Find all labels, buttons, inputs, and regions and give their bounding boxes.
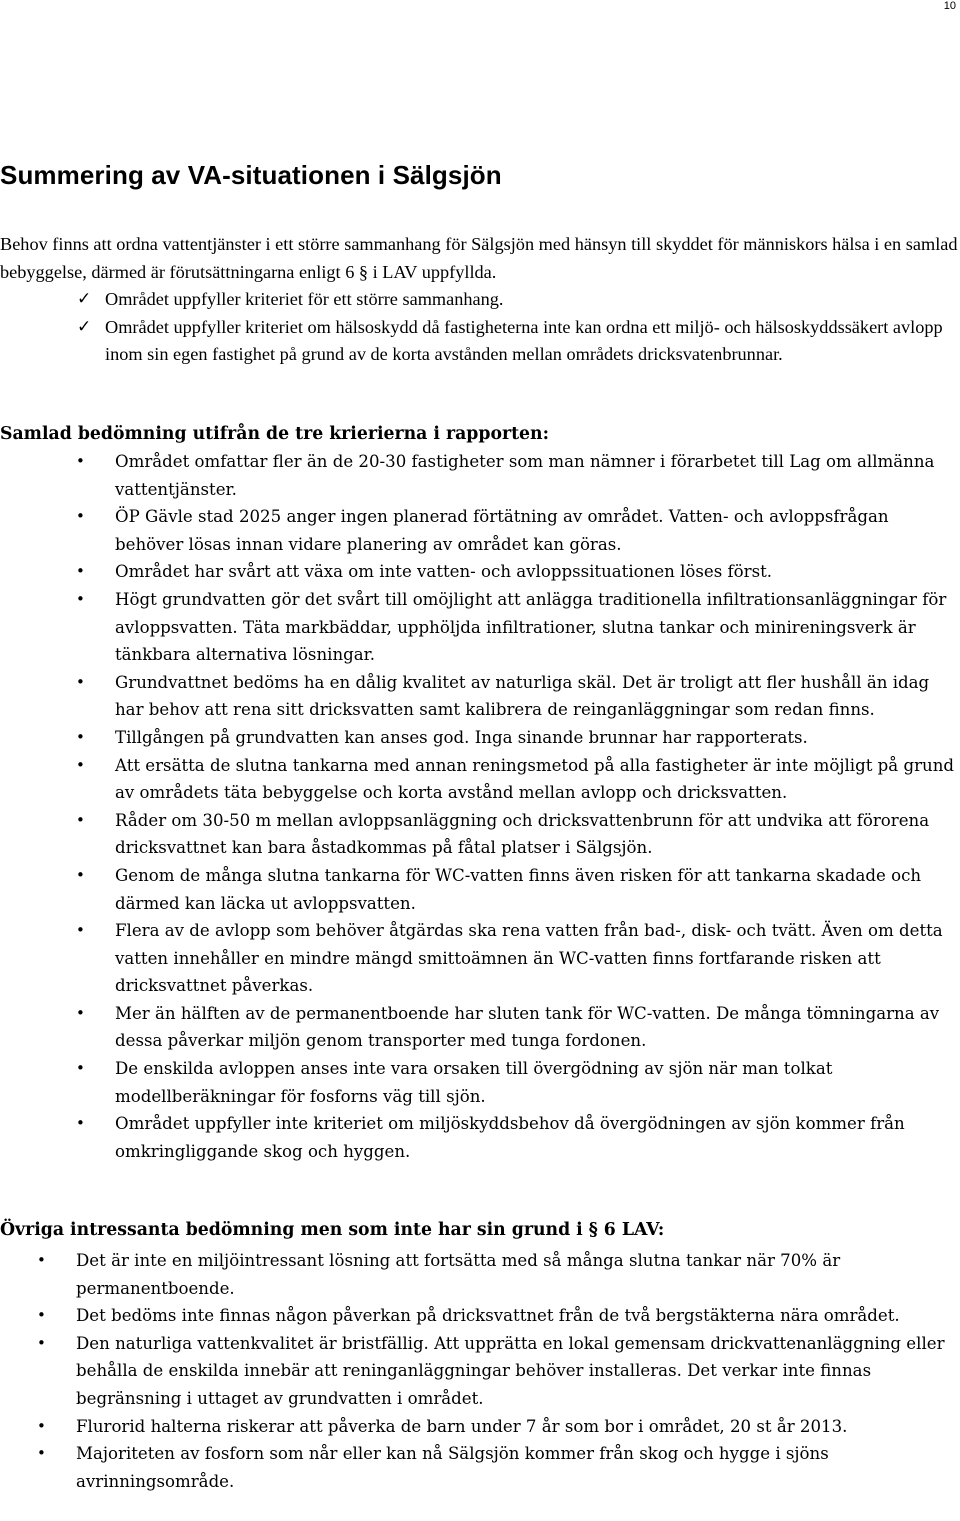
page-title: Summering av VA-situationen i Sälgsjön <box>0 160 502 190</box>
bullet-icon: • <box>76 452 85 470</box>
list-item <box>0 1055 958 1110</box>
check-item-text: Området uppfyller kriteriet för ett större sammanhang. <box>105 289 504 309</box>
list-item <box>0 917 958 1000</box>
list-item-text: De enskilda avloppen anses inte vara orsaken till övergödning av sjön när man tolkat modellberäkningar för fosforns väg till sjön. <box>115 1059 833 1106</box>
list-item-text: Det bedöms inte finnas någon påverkan på dricksvattnet från de två bergstäkterna nära området. <box>76 1306 900 1326</box>
bullet-icon: • <box>76 672 85 691</box>
list-item-text: Det är inte en miljöintressant lösning att fortsätta med så många slutna tankar när 70% är permanentboende. <box>76 1251 841 1298</box>
list-item-text: Högt grundvatten gör det svårt till omöjlight att anlägga traditionella infiltrationsanläggningar för avloppsvatten. Täta markbäddar, upphöljda infiltrationer, slutna tankar och minireningsverk är tänkbara alternativa lösningar. <box>115 589 947 665</box>
list-item <box>0 752 958 807</box>
check-item <box>0 314 958 369</box>
list-item <box>0 1000 958 1055</box>
list-item <box>0 724 958 752</box>
page-number: 10 <box>943 0 956 12</box>
bullet-icon: • <box>37 1333 46 1352</box>
bullet-icon: • <box>76 921 85 940</box>
bullet-icon: • <box>37 1416 46 1435</box>
list-item <box>0 1247 958 1302</box>
list-item-text: Området uppfyller inte kriteriet om miljöskyddsbehov då övergödningen av sjön kommer från omkringliggande skog och hyggen. <box>115 1114 905 1161</box>
bullet-icon: • <box>76 727 85 746</box>
list-item <box>0 862 958 917</box>
list-item-text: Området har svårt att växa om inte vatten- och avloppssituationen löses först. <box>115 562 773 582</box>
list-item <box>0 586 958 669</box>
bullet-icon: • <box>76 589 85 608</box>
list-item-text: Området omfattar fler än de 20-30 fastigheter som man nämner i förarbetet till Lag om allmänna vattentjänster. <box>115 452 935 499</box>
bullet-icon: • <box>76 1003 85 1022</box>
check-icon: ✓ <box>77 316 92 337</box>
list-item-text: Den naturliga vattenkvalitet är bristfällig. Att upprätta en lokal gemensam drickvattenanläggning eller behålla de enskilda innebär att reninganläggningar behöver installeras. Det verkar inte finnas begränsning i uttaget av grundvatten i området. <box>76 1333 945 1408</box>
list-item <box>0 448 958 503</box>
list-item-text: Tillgången på grundvatten kan anses god. Inga sinande brunnar har rapporterats. <box>115 727 808 747</box>
section-heading-ovriga: Övriga intressanta bedömning men som inte har sin grund i § 6 LAV: <box>0 1220 665 1240</box>
criteria-check-list <box>0 286 958 369</box>
list-item-text: Grundvattnet bedöms ha en dålig kvalitet av naturliga skäl. Det är troligt att fler hushåll än idag har behov att rena sitt dricksvatten samt kalibrera de reinganläggningar som redan finns. <box>115 672 930 720</box>
bullet-icon: • <box>76 755 85 774</box>
bullet-icon: • <box>76 507 85 526</box>
list-item <box>0 1302 958 1330</box>
bullet-icon: • <box>76 810 85 829</box>
bullet-icon: • <box>76 865 85 884</box>
list-item <box>0 1110 958 1165</box>
list-item <box>0 1413 958 1441</box>
check-icon: ✓ <box>77 289 92 309</box>
bullet-icon: • <box>76 1114 85 1133</box>
samlad-bullet-list <box>0 448 958 1165</box>
list-item <box>0 503 958 558</box>
list-item <box>0 1330 958 1413</box>
list-item-text: Majoriteten av fosforn som når eller kan nå Sälgsjön kommer från skog och hygge i sjöns avrinningsområde. <box>76 1444 829 1491</box>
list-item-text: Genom de många slutna tankarna för WC-vatten finns även risken för att tankarna skadade och därmed kan läcka ut avloppsvatten. <box>115 865 922 913</box>
ovriga-bullet-list <box>0 1247 958 1495</box>
check-item-text: Området uppfyller kriteriet om hälsoskydd då fastigheterna inte kan ordna ett miljö- och hälsoskyddssäkert avlopp inom sin egen fastighet på grund av de korta avstånden mellan områdets dricksvatenbrunnar. <box>105 316 943 364</box>
list-item-text: Råder om 30-50 m mellan avloppsanläggning och dricksvattenbrunn för att undvika att förorena dricksvattnet kan bara åstadkommas på fåtal platser i Sälgsjön. <box>115 810 930 858</box>
bullet-icon: • <box>76 1059 85 1078</box>
list-item-text: Flera av de avlopp som behöver åtgärdas ska rena vatten från bad-, disk- och tvätt. Även om detta vatten innehåller en mindre mängd smittoämnen än WC-vatten finns fortfarande risken att dricksvattnet påverkas. <box>115 921 943 996</box>
bullet-icon: • <box>76 562 85 581</box>
list-item-text: Att ersätta de slutna tankarna med annan reningsmetod på alla fastigheter är inte möjligt på grund av områdets täta bebyggelse och korta avstånd mellan avlopp och dricksvatten. <box>115 755 955 803</box>
bullet-icon: • <box>37 1306 46 1325</box>
list-item <box>0 807 958 862</box>
section-heading-samlad: Samlad bedömning utifrån de tre krierierna i rapporten: <box>0 424 550 444</box>
list-item-text: Flurorid halterna riskerar att påverka de barn under 7 år som bor i området, 20 st år 2013. <box>76 1416 848 1436</box>
list-item <box>0 558 958 586</box>
bullet-icon: • <box>37 1251 46 1269</box>
check-item <box>0 286 958 314</box>
list-item <box>0 1440 958 1495</box>
list-item <box>0 669 958 724</box>
list-item-text: Mer än hälften av de permanentboende har sluten tank för WC-vatten. De många tömningarna av dessa påverkar miljön genom transporter med tunga fordonen. <box>115 1003 940 1051</box>
list-item-text: ÖP Gävle stad 2025 anger ingen planerad förtätning av området. Vatten- och avloppsfrågan behöver lösas innan vidare planering av området kan göras. <box>115 507 889 554</box>
bullet-icon: • <box>37 1444 46 1463</box>
intro-paragraph: Behov finns att ordna vattentjänster i ett större sammanhang för Sälgsjön med hänsyn till skyddet för människors hälsa i en samlad bebyggelse, därmed är förutsättningarna enligt 6 § i LAV uppfyllda. <box>0 234 958 282</box>
